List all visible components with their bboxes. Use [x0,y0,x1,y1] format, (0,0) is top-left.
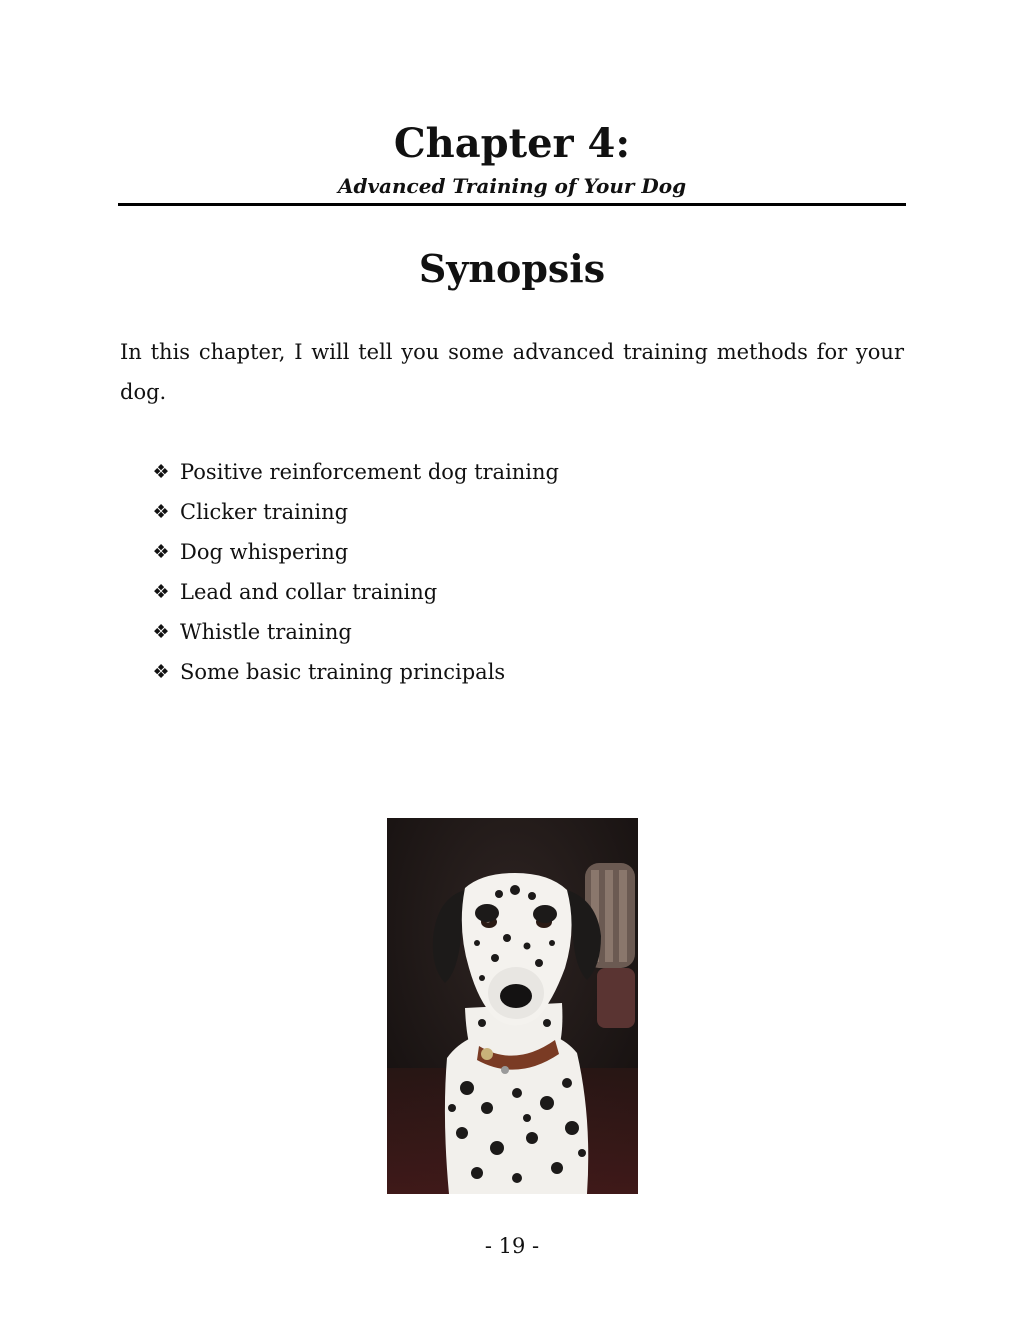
intro-paragraph: In this chapter, I will tell you some advanced training methods for your dog. [120,340,904,404]
list-item [150,572,559,612]
four-diamond-bullet-icon: ❖ [152,461,170,483]
page-number: - 19 - [484,1234,540,1258]
four-diamond-bullet-icon: ❖ [152,581,170,603]
four-diamond-bullet-icon: ❖ [152,541,170,563]
four-diamond-bullet-icon: ❖ [152,621,170,643]
list-item-label: Dog whispering [180,540,349,564]
four-diamond-bullet-icon: ❖ [152,661,170,683]
list-item-label: Positive reinforcement dog training [180,460,559,484]
chapter-subtitle: Advanced Training of Your Dog [337,174,687,198]
chapter-title: Chapter 4: [393,120,631,167]
list-item-label: Lead and collar training [180,580,438,604]
bullet-list [150,452,559,692]
section-title: Synopsis [418,246,606,291]
list-item [150,492,559,532]
list-item-label: Whistle training [180,620,352,644]
list-item-label: Some basic training principals [180,660,506,684]
list-item [150,532,559,572]
four-diamond-bullet-icon: ❖ [152,501,170,523]
list-item-label: Clicker training [180,500,349,524]
dalmatian-dog-photo [387,818,638,1194]
chapter-divider [118,203,906,206]
list-item [150,652,559,692]
list-item [150,612,559,652]
list-item [150,452,559,492]
